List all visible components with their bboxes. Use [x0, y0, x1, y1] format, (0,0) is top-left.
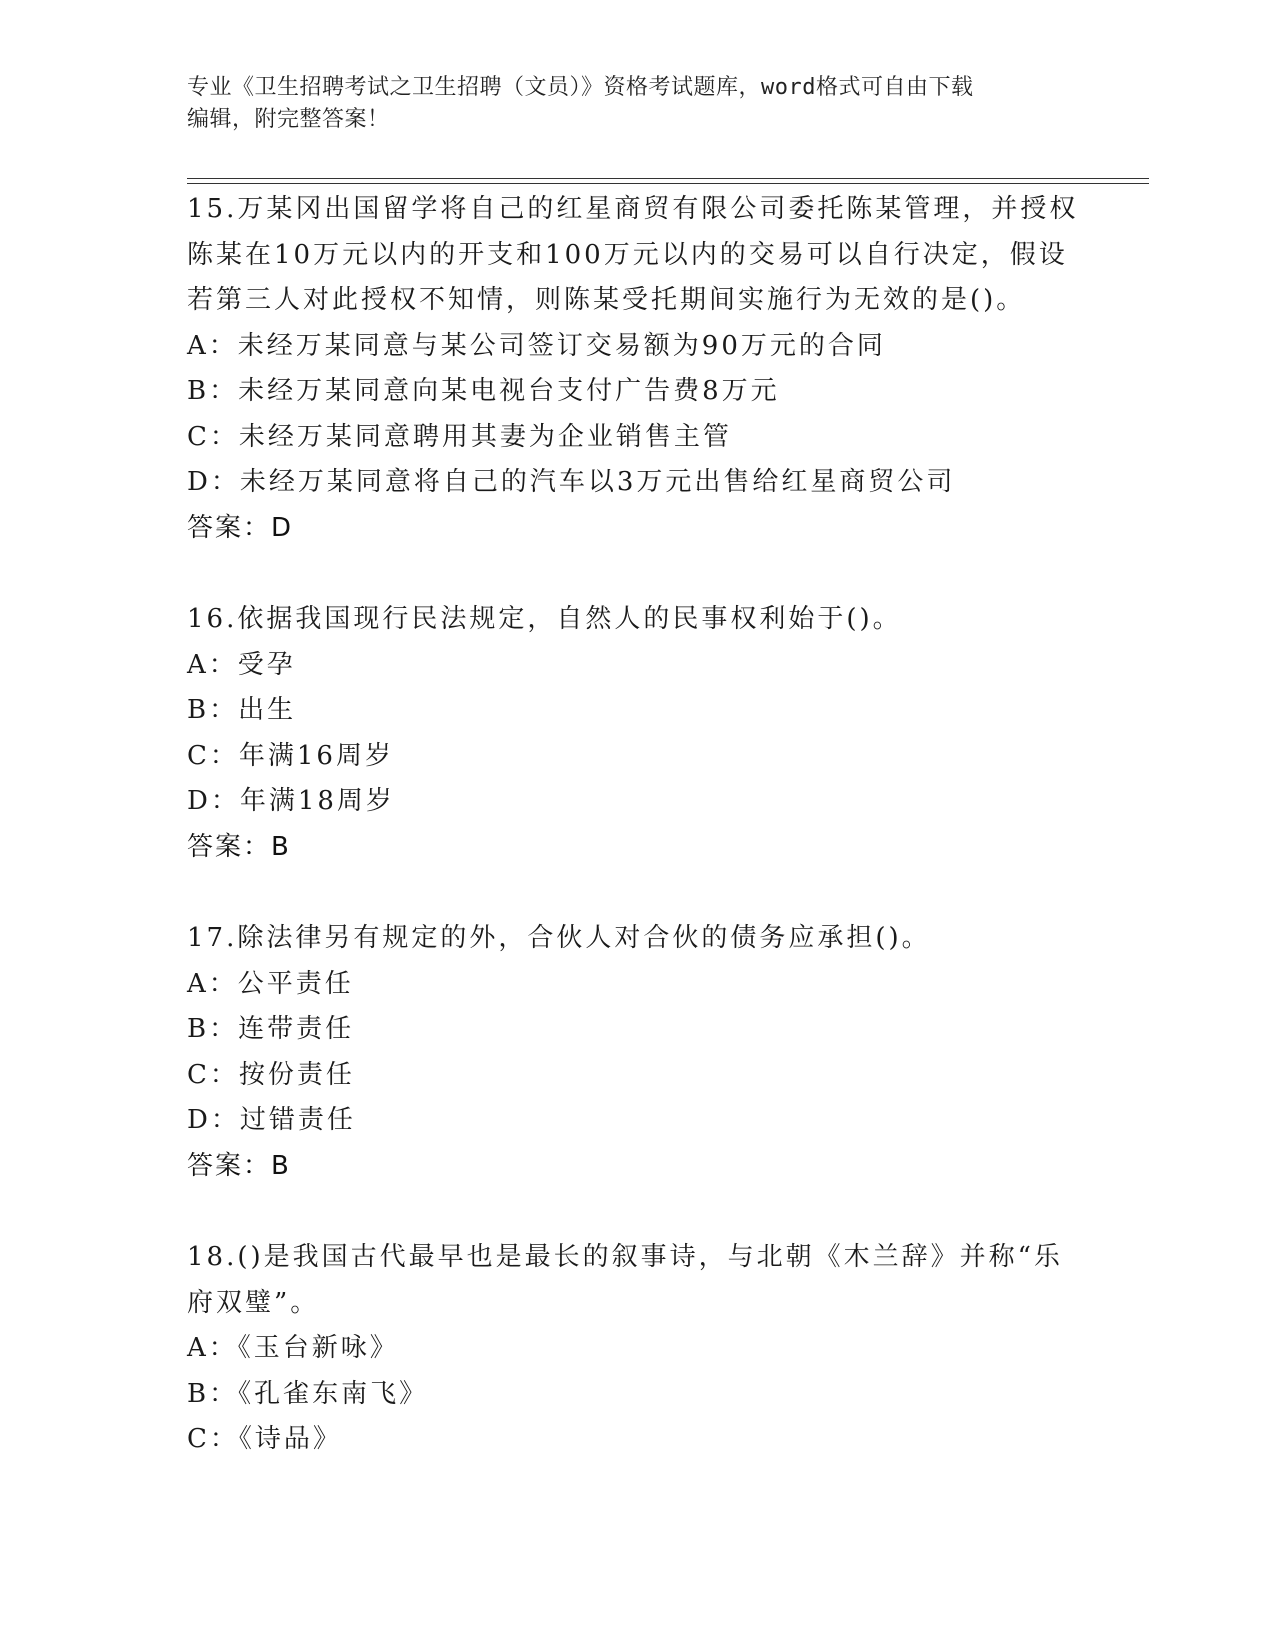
- option-c: C：年满16周岁: [187, 740, 394, 771]
- option-a: A：未经万某同意与某公司签订交易额为90万元的合同: [187, 330, 886, 361]
- option-b: B：未经万某同意向某电视台支付广告费8万元: [187, 376, 780, 406]
- option-d: D：未经万某同意将自己的汽车以3万元出售给红星商贸公司: [187, 467, 956, 497]
- option-b: B：连带责任: [187, 1014, 355, 1044]
- question-block: [187, 597, 1087, 870]
- question-stem: [187, 916, 1087, 962]
- option-d: D：年满18周岁: [187, 786, 395, 816]
- question-list: [187, 187, 1087, 1463]
- question-block: [187, 187, 1087, 551]
- question-stem: [187, 1235, 1087, 1326]
- header-divider-top: [187, 178, 1149, 179]
- option-d: D：过错责任: [187, 1105, 356, 1135]
- question-block: [187, 1235, 1087, 1463]
- stem-line: 17.除法律另有规定的外，合伙人对合伙的债务应承担()。: [187, 923, 931, 953]
- stem-line: 18.()是我国古代最早也是最长的叙事诗，与北朝《木兰辞》并称“乐: [187, 1242, 1063, 1272]
- stem-line: 陈某在10万元以内的开支和100万元以内的交易可以自行决定，假设: [187, 239, 1068, 270]
- question-stem: [187, 597, 1087, 643]
- document-header: [187, 72, 1067, 136]
- stem-line: 16.依据我国现行民法规定，自然人的民事权利始于()。: [187, 604, 902, 634]
- option-b: B：《孔雀东南飞》: [187, 1378, 429, 1409]
- stem-line: 府双璧”。: [187, 1287, 320, 1318]
- option-c: C：未经万某同意聘用其妻为企业销售主管: [187, 421, 732, 452]
- answer-label: 答案：B: [187, 1150, 291, 1181]
- option-a: A：《玉台新咏》: [187, 1333, 399, 1363]
- header-line-2: 编辑，附完整答案！: [187, 107, 390, 132]
- answer-label: 答案：D: [187, 512, 294, 543]
- stem-line: 15.万某冈出国留学将自己的红星商贸有限公司委托陈某管理，并授权: [187, 194, 1079, 224]
- option-c: C：《诗品》: [187, 1424, 342, 1454]
- stem-line: 若第三人对此授权不知情，则陈某受托期间实施行为无效的是()。: [187, 285, 1026, 315]
- question-block: [187, 916, 1087, 1189]
- option-a: A：受孕: [187, 649, 296, 680]
- question-stem: [187, 187, 1087, 324]
- header-line-1: 专业《卫生招聘考试之卫生招聘（文员）》资格考试题库，word格式可自由下载: [187, 75, 974, 100]
- answer-label: 答案：B: [187, 831, 291, 862]
- option-a: A：公平责任: [187, 968, 354, 999]
- header-divider-bottom: [187, 183, 1149, 184]
- option-b: B：出生: [187, 695, 297, 725]
- option-c: C：按份责任: [187, 1059, 355, 1090]
